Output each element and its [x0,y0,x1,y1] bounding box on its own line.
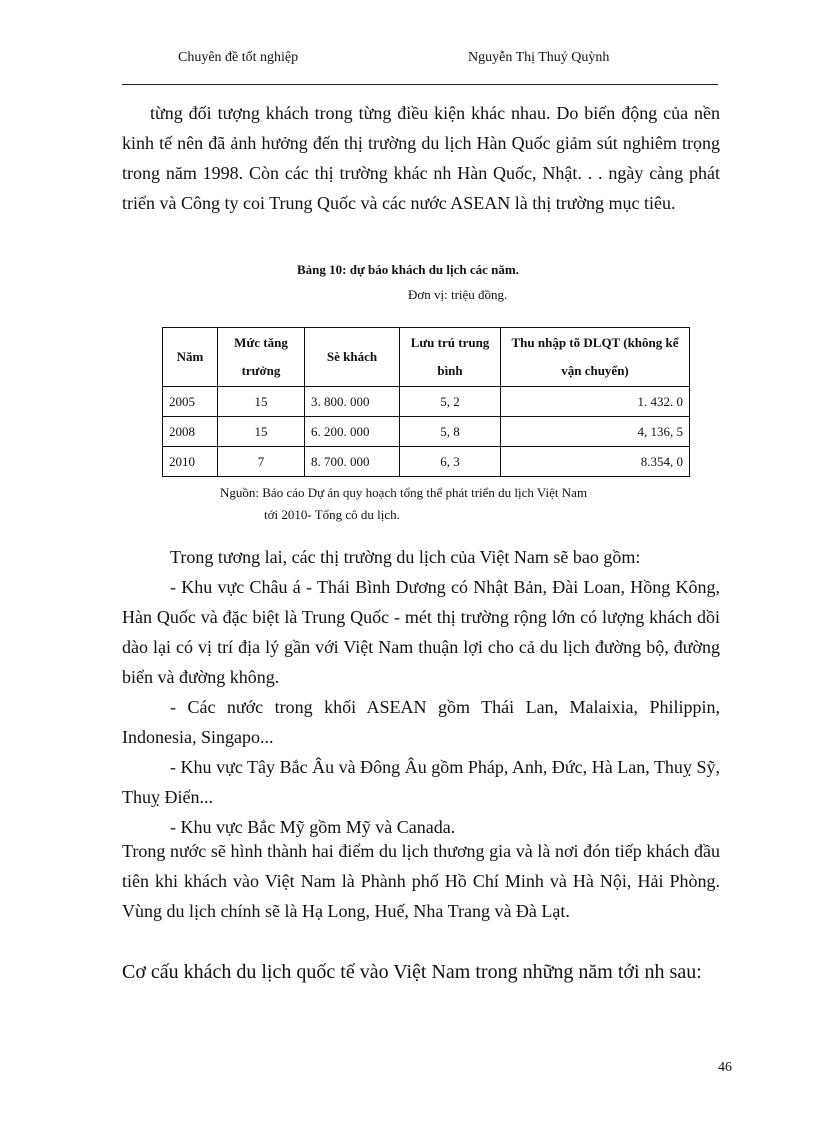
source-line-1: Nguồn: Báo cáo Dự án quy hoạch tổng thể phát triển du lịch Việt Nam [220,485,588,500]
markets-item-asia-pacific: - Khu vực Châu á - Thái Bình Dương có Nhật Bản, Đài Loan, Hồng Kông, Hàn Quốc và đặc biệt là Trung Quốc - mét thị trường rộng lớn có lượng khách dồi dào lại có vị trí địa lý gần với Việt Nam thuận lợi cho cả du lịch đường bộ, đường biển và đường không. [122,577,720,687]
table-row [163,387,690,417]
cell-visitors: 8. 700. 000 [305,447,400,477]
header-rule [122,84,718,85]
cell-growth: 7 [218,447,305,477]
cell-stay: 5, 8 [400,417,501,447]
intro-paragraph: từng đối tượng khách trong từng điều kiện khác nhau. Do biến động của nền kinh tế nên đã ảnh hưởng đến thị trường du lịch Hàn Quốc giảm sút nghiêm trọng trong năm 1998. Còn các thị trường khác nh Hàn Quốc, Nhật. . . ngày càng phát triển và Công ty coi Trung Quốc và các nước ASEAN là thị trường mục tiêu. [122,103,720,213]
source-line-2: tới 2010- Tổng cô du lịch. [264,507,400,522]
markets-section [122,542,720,842]
header-visitors: Sè khách [305,328,400,387]
header-right: Nguyễn Thị Thuý Quỳnh [468,50,610,65]
cell-income: 4, 136, 5 [501,417,690,447]
table-unit: Đơn vị: triệu đồng. [408,287,508,302]
cell-growth: 15 [218,387,305,417]
cell-year: 2005 [163,387,218,417]
cell-visitors: 3. 800. 000 [305,387,400,417]
forecast-table [162,327,690,477]
cell-stay: 5, 2 [400,387,501,417]
header-growth: Mức tăng trưởng [218,328,305,387]
markets-intro: Trong tương lai, các thị trường du lịch của Việt Nam sẽ bao gồm: [170,547,641,567]
cell-visitors: 6. 200. 000 [305,417,400,447]
cell-income: 1. 432. 0 [501,387,690,417]
markets-item-asean: - Các nước trong khối ASEAN gồm Thái Lan, Malaixia, Philippin, Indonesia, Singapo... [122,697,720,747]
header-income: Thu nhập tõ DLQT (không kể vận chuyển) [501,328,690,387]
header-left: Chuyên đề tốt nghiệp [178,50,299,65]
table-source [220,482,690,526]
header-year: Năm [163,328,218,387]
table-header-row [163,328,690,387]
table-row [163,417,690,447]
markets-item-north-america: - Khu vực Bắc Mỹ gồm Mỹ và Canada. [170,817,456,837]
domestic-paragraph: Trong nước sẽ hình thành hai điểm du lịch thương gia và là nơi đón tiếp khách đầu tiên khi khách vào Việt Nam là Phành phố Hồ Chí Minh và Hà Nội, Hải Phòng. Vùng du lịch chính sẽ là Hạ Long, Huế, Nha Trang và Đà Lạt. [122,841,720,921]
cell-income: 8.354, 0 [501,447,690,477]
cell-growth: 15 [218,417,305,447]
cell-stay: 6, 3 [400,447,501,477]
table-row [163,447,690,477]
markets-item-europe: - Khu vực Tây Bắc Âu và Đông Âu gồm Pháp, Anh, Đức, Hà Lan, Thuỵ Sỹ, Thuỵ Điển... [122,757,720,807]
cell-year: 2010 [163,447,218,477]
page-number: 46 [718,1060,732,1075]
header-stay: Lưu trú trung bình [400,328,501,387]
table-caption: Bảng 10: dự báo khách du lịch các năm. [297,262,519,277]
structure-heading: Cơ cấu khách du lịch quốc tế vào Việt Nam trong những năm tới nh sau: [122,961,702,983]
cell-year: 2008 [163,417,218,447]
